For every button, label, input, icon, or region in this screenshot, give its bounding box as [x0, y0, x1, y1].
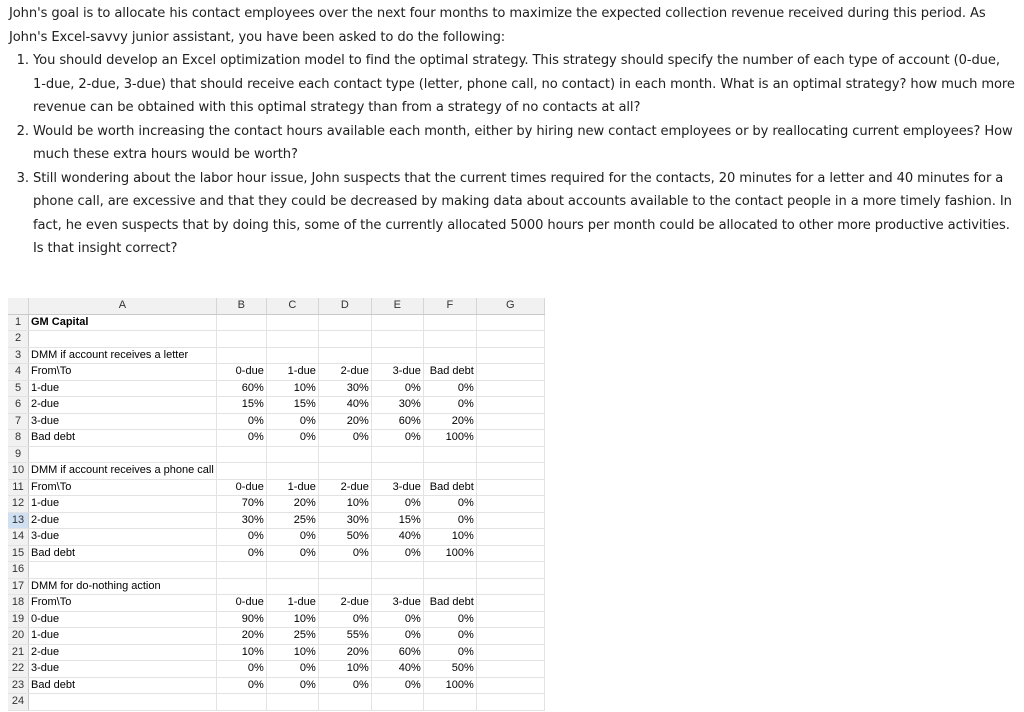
sheet-cell: 1-due: [266, 364, 318, 381]
sheet-cell: 0%: [216, 529, 266, 546]
sheet-cell: 30%: [318, 512, 371, 529]
sheet-cell: Bad debt: [423, 595, 476, 612]
sheet-cell: 0%: [318, 545, 371, 562]
sheet-cell: 0%: [423, 628, 476, 645]
sheet-row: [8, 397, 544, 414]
sheet-cell: 0%: [266, 529, 318, 546]
sheet-cell: DMM for do-nothing action: [29, 578, 217, 595]
sheet-cell: 0%: [318, 430, 371, 447]
sheet-cell: [423, 578, 476, 595]
sheet-cell: 100%: [423, 430, 476, 447]
sheet-cell: 10%: [216, 644, 266, 661]
sheet-cell: 25%: [266, 628, 318, 645]
sheet-cell: [476, 661, 544, 678]
sheet-cell: [476, 331, 544, 348]
task-item-3: 3. Still wondering about the labor hour issue, John suspects that the current times required for the contacts, 20 minutes for a letter and 40 minutes for a phone call, are excessive and that they could be decreased by making data about accounts available to the contact people in a more timely fashion. In fact, he even suspects that by doing this, some of the currently allocated 5000 hours per month could be allocated to other more productive activities. Is that insight correct?: [33, 167, 1015, 261]
sheet-cell: 50%: [318, 529, 371, 546]
sheet-cell: 0%: [266, 413, 318, 430]
sheet-cell: 40%: [371, 661, 423, 678]
sheet-cell: DMM if account receives a letter: [29, 347, 217, 364]
sheet-cell: [318, 347, 371, 364]
column-header: C: [266, 298, 318, 314]
sheet-row: [8, 512, 544, 529]
sheet-row: [8, 677, 544, 694]
column-header: A: [29, 298, 217, 314]
sheet-cell: Bad debt: [29, 545, 217, 562]
sheet-cell: 40%: [318, 397, 371, 414]
sheet-cell: 70%: [216, 496, 266, 513]
sheet-cell: [423, 331, 476, 348]
sheet-cell: 1-due: [266, 595, 318, 612]
sheet-cell: 50%: [423, 661, 476, 678]
sheet-cell: 100%: [423, 677, 476, 694]
sheet-cell: [476, 677, 544, 694]
sheet-cell: [266, 694, 318, 711]
sheet-cell: 10%: [318, 661, 371, 678]
row-number: 17: [8, 578, 29, 595]
sheet-cell: [216, 463, 266, 480]
sheet-cell: 20%: [423, 413, 476, 430]
sheet-cell: 0%: [216, 661, 266, 678]
sheet-cell: [423, 463, 476, 480]
row-number: 23: [8, 677, 29, 694]
sheet-cell: 25%: [266, 512, 318, 529]
sheet-cell: 2-due: [318, 595, 371, 612]
sheet-row: [8, 314, 544, 331]
sheet-cell: [216, 331, 266, 348]
sheet-cell: 0%: [266, 545, 318, 562]
sheet-cell: [266, 331, 318, 348]
sheet-cell: [29, 694, 217, 711]
sheet-row: [8, 463, 544, 480]
sheet-cell: [476, 628, 544, 645]
sheet-cell: 0%: [423, 397, 476, 414]
sheet-cell: 2-due: [29, 644, 217, 661]
sheet-cell: 1-due: [266, 479, 318, 496]
sheet-cell: 0%: [216, 545, 266, 562]
sheet-cell: [476, 364, 544, 381]
sheet-cell: [371, 446, 423, 463]
sheet-cell: 15%: [216, 397, 266, 414]
row-number: 9: [8, 446, 29, 463]
sheet-cell: 15%: [371, 512, 423, 529]
row-number: 10: [8, 463, 29, 480]
sheet-cell: [29, 446, 217, 463]
sheet-cell: [216, 314, 266, 331]
sheet-cell: [371, 331, 423, 348]
sheet-cell: 0%: [423, 644, 476, 661]
row-number: 14: [8, 529, 29, 546]
sheet-cell: [216, 347, 266, 364]
sheet-cell: 3-due: [371, 364, 423, 381]
sheet-row: [8, 364, 544, 381]
sheet-cell: From\To: [29, 479, 217, 496]
sheet-cell: Bad debt: [29, 677, 217, 694]
sheet-cell: [476, 463, 544, 480]
assignment-text: [9, 2, 1015, 261]
sheet-row: [8, 446, 544, 463]
sheet-row: [8, 694, 544, 711]
sheet-cell: [216, 694, 266, 711]
sheet-cell: 0%: [371, 611, 423, 628]
row-number: 22: [8, 661, 29, 678]
sheet-cell: [476, 512, 544, 529]
sheet-cell: [371, 578, 423, 595]
row-number: 16: [8, 562, 29, 579]
sheet-row: [8, 661, 544, 678]
sheet-cell: 0%: [371, 628, 423, 645]
sheet-cell: [29, 331, 217, 348]
sheet-cell: 0%: [371, 430, 423, 447]
task-item-2: 2. Would be worth increasing the contact hours available each month, either by hiring new contact employees or by reallocating current employees? How much these extra hours would be worth?: [33, 120, 1015, 167]
sheet-row: [8, 430, 544, 447]
column-header: G: [476, 298, 544, 314]
sheet-cell: 0%: [266, 661, 318, 678]
sheet-cell: 3-due: [29, 413, 217, 430]
sheet-row: [8, 545, 544, 562]
corner-cell: [8, 298, 29, 314]
sheet-cell: 0-due: [216, 595, 266, 612]
sheet-cell: 2-due: [29, 512, 217, 529]
sheet-cell: 2-due: [318, 479, 371, 496]
sheet-cell: 0%: [216, 413, 266, 430]
sheet-cell: [423, 446, 476, 463]
row-number: 13: [8, 512, 29, 529]
sheet-cell: [476, 446, 544, 463]
column-header: E: [371, 298, 423, 314]
row-number: 12: [8, 496, 29, 513]
sheet-cell: [476, 479, 544, 496]
sheet-cell: [318, 694, 371, 711]
sheet-row: [8, 611, 544, 628]
intro-paragraph: John's goal is to allocate his contact employees over the next four months to maximize the expected collection revenue received during this period. As John's Excel-savvy junior assistant, you have been asked to do the following:: [9, 6, 986, 45]
sheet-cell: 10%: [266, 611, 318, 628]
column-header-row: [8, 298, 544, 314]
sheet-cell: 0-due: [216, 479, 266, 496]
sheet-row: [8, 595, 544, 612]
sheet-cell: GM Capital: [29, 314, 217, 331]
sheet-cell: [266, 314, 318, 331]
sheet-row: [8, 380, 544, 397]
sheet-cell: [476, 578, 544, 595]
sheet-cell: [476, 644, 544, 661]
sheet-cell: 3-due: [371, 595, 423, 612]
sheet-cell: [318, 463, 371, 480]
row-number: 3: [8, 347, 29, 364]
sheet-cell: 90%: [216, 611, 266, 628]
sheet-cell: [371, 314, 423, 331]
sheet-cell: [423, 694, 476, 711]
sheet-cell: [476, 496, 544, 513]
sheet-cell: [476, 397, 544, 414]
sheet-row: [8, 331, 544, 348]
sheet-cell: 60%: [371, 413, 423, 430]
sheet-cell: From\To: [29, 364, 217, 381]
sheet-cell: [266, 562, 318, 579]
sheet-cell: [318, 446, 371, 463]
sheet-cell: [476, 595, 544, 612]
sheet-cell: Bad debt: [423, 364, 476, 381]
column-header: B: [216, 298, 266, 314]
sheet-cell: 40%: [371, 529, 423, 546]
row-number: 4: [8, 364, 29, 381]
sheet-cell: 30%: [216, 512, 266, 529]
sheet-cell: 0%: [216, 430, 266, 447]
sheet-row: [8, 479, 544, 496]
row-number: 20: [8, 628, 29, 645]
sheet-cell: 20%: [266, 496, 318, 513]
sheet-cell: [476, 562, 544, 579]
sheet-cell: [29, 562, 217, 579]
sheet-cell: 10%: [423, 529, 476, 546]
sheet-cell: 0%: [371, 496, 423, 513]
sheet-cell: [216, 578, 266, 595]
row-number: 2: [8, 331, 29, 348]
sheet-cell: 55%: [318, 628, 371, 645]
sheet-cell: [216, 562, 266, 579]
sheet-cell: Bad debt: [423, 479, 476, 496]
sheet-row: [8, 628, 544, 645]
sheet-cell: 20%: [216, 628, 266, 645]
sheet-cell: [266, 347, 318, 364]
sheet-cell: 20%: [318, 413, 371, 430]
sheet-cell: 3-due: [29, 661, 217, 678]
sheet-cell: [476, 380, 544, 397]
sheet-cell: 1-due: [29, 628, 217, 645]
sheet-row: [8, 644, 544, 661]
sheet-row: [8, 529, 544, 546]
sheet-cell: 1-due: [29, 380, 217, 397]
sheet-cell: [371, 463, 423, 480]
sheet-cell: [371, 694, 423, 711]
row-number: 1: [8, 314, 29, 331]
sheet-cell: [318, 331, 371, 348]
sheet-cell: 0%: [318, 677, 371, 694]
sheet-cell: [266, 578, 318, 595]
sheet-cell: [266, 446, 318, 463]
sheet-row: [8, 562, 544, 579]
sheet-cell: 0%: [266, 677, 318, 694]
sheet-cell: 0%: [423, 380, 476, 397]
sheet-cell: [423, 314, 476, 331]
sheet-cell: 100%: [423, 545, 476, 562]
sheet-row: [8, 578, 544, 595]
sheet-cell: [318, 562, 371, 579]
row-number: 8: [8, 430, 29, 447]
task-item-1: 1. You should develop an Excel optimization model to find the optimal strategy. This strategy should specify the number of each type of account (0-due, 1-due, 2-due, 3-due) that should receive each contact type (letter, phone call, no contact) in each month. What is an optimal strategy? how much more revenue can be obtained with this optimal strategy than from a strategy of no contacts at all?: [33, 49, 1015, 120]
sheet-cell: 0%: [371, 545, 423, 562]
sheet-cell: 0%: [216, 677, 266, 694]
sheet-cell: 10%: [318, 496, 371, 513]
sheet-cell: 1-due: [29, 496, 217, 513]
sheet-cell: [476, 611, 544, 628]
sheet-cell: 10%: [266, 644, 318, 661]
sheet-cell: [476, 347, 544, 364]
sheet-cell: 60%: [371, 644, 423, 661]
row-number: 19: [8, 611, 29, 628]
row-number: 11: [8, 479, 29, 496]
sheet-cell: [476, 545, 544, 562]
sheet-cell: 20%: [318, 644, 371, 661]
sheet-cell: 2-due: [29, 397, 217, 414]
row-number: 18: [8, 595, 29, 612]
sheet-cell: [266, 463, 318, 480]
sheet-cell: 2-due: [318, 364, 371, 381]
sheet-cell: From\To: [29, 595, 217, 612]
sheet-cell: 0%: [423, 496, 476, 513]
row-number: 6: [8, 397, 29, 414]
sheet-cell: [476, 529, 544, 546]
sheet-cell: DMM if account receives a phone call: [29, 463, 217, 480]
spreadsheet-image: [8, 298, 545, 711]
row-number: 24: [8, 694, 29, 711]
sheet-cell: 0-due: [29, 611, 217, 628]
sheet-cell: 0%: [371, 677, 423, 694]
sheet-cell: [476, 413, 544, 430]
sheet-cell: 0%: [266, 430, 318, 447]
sheet-row: [8, 496, 544, 513]
sheet-cell: 15%: [266, 397, 318, 414]
sheet-row: [8, 413, 544, 430]
sheet-cell: [476, 314, 544, 331]
sheet-cell: 3-due: [371, 479, 423, 496]
row-number: 5: [8, 380, 29, 397]
sheet-cell: 10%: [266, 380, 318, 397]
row-number: 21: [8, 644, 29, 661]
row-number: 7: [8, 413, 29, 430]
sheet-cell: [423, 347, 476, 364]
sheet-cell: [216, 446, 266, 463]
sheet-cell: 0%: [423, 611, 476, 628]
sheet-cell: [318, 314, 371, 331]
sheet-cell: 3-due: [29, 529, 217, 546]
sheet-cell: [476, 694, 544, 711]
sheet-cell: Bad debt: [29, 430, 217, 447]
sheet-row: [8, 347, 544, 364]
column-header: D: [318, 298, 371, 314]
sheet-cell: [423, 562, 476, 579]
sheet-cell: [371, 347, 423, 364]
sheet-cell: 0%: [318, 611, 371, 628]
column-header: F: [423, 298, 476, 314]
sheet-cell: 60%: [216, 380, 266, 397]
sheet-cell: [371, 562, 423, 579]
sheet-cell: 0%: [423, 512, 476, 529]
sheet-cell: 30%: [318, 380, 371, 397]
sheet-cell: [476, 430, 544, 447]
sheet-cell: 30%: [371, 397, 423, 414]
sheet-cell: [318, 578, 371, 595]
task-list: [9, 49, 1015, 261]
sheet-cell: 0%: [371, 380, 423, 397]
sheet-cell: 0-due: [216, 364, 266, 381]
row-number: 15: [8, 545, 29, 562]
